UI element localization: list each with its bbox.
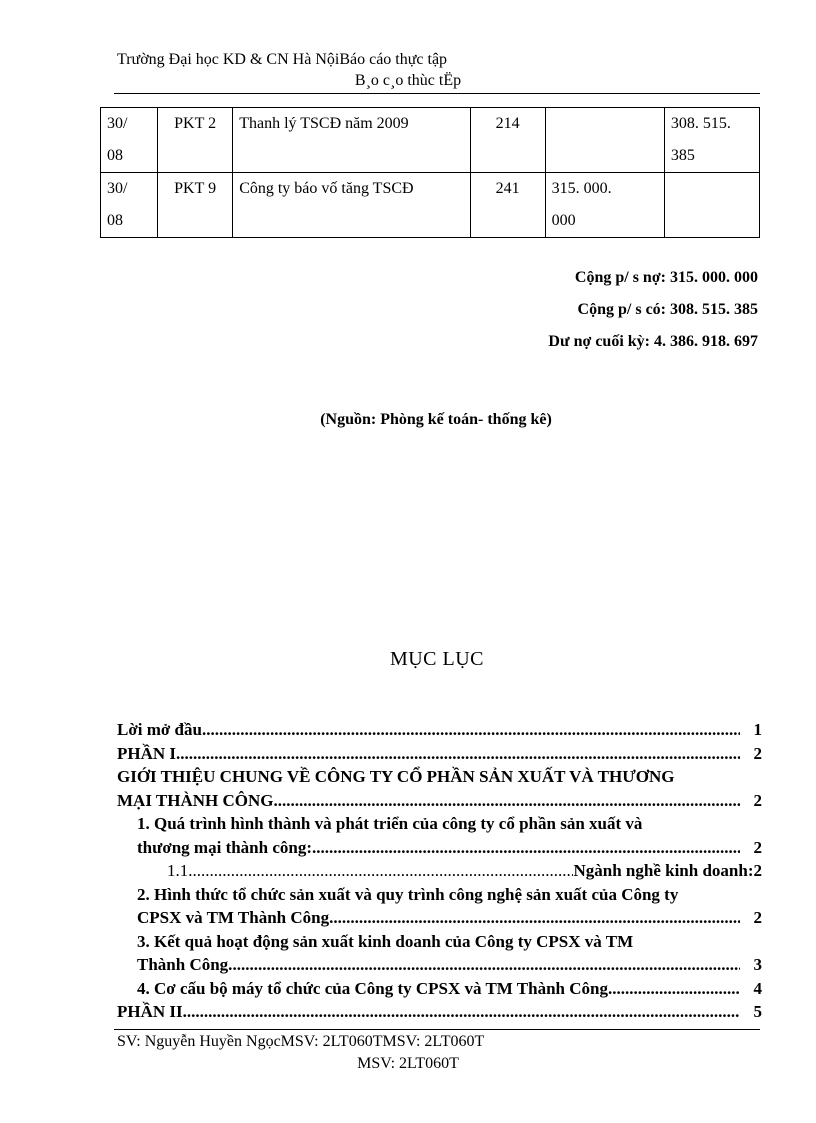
table-of-contents [117, 718, 762, 1024]
credit-total: Cộng p/ s có: 308. 515. 385 [577, 301, 758, 318]
account-cell: 214 [470, 108, 545, 173]
account-cell: 241 [470, 173, 545, 238]
toc-entry[interactable]: Lời mở đầu ..... 1 [117, 718, 762, 742]
toc-entry[interactable]: 4. Cơ cấu bộ máy tổ chức của Công ty CPSX và TM Thành Công ..... 4 [117, 977, 762, 1001]
source-note: (Nguồn: Phòng kế toán- thống kê) [320, 411, 552, 428]
toc-entry-line1[interactable]: 2. Hình thức tổ chức sản xuất và quy trình công nghệ sản xuất của Công ty [137, 884, 679, 904]
footer-divider [114, 1029, 760, 1030]
table-row [101, 108, 760, 173]
toc-entry-line1[interactable]: GIỚI THIỆU CHUNG VỀ CÔNG TY CỔ PHẦN SẢN XUẤT VÀ THƯƠNG [117, 767, 675, 786]
toc-entry[interactable]: PHẦN I ..... 2 [117, 742, 762, 766]
footer-student-id: MSV: 2LT060T [357, 1055, 459, 1072]
totals-block [548, 262, 758, 358]
footer-student-info: SV: Nguyễn Huyền NgọcMSV: 2LT060TMSV: 2LT060T [117, 1033, 485, 1050]
date-cell: 30/ 08 [101, 108, 158, 173]
description-cell: Thanh lý TSCĐ năm 2009 [233, 108, 470, 173]
toc-entry[interactable]: MẠI THÀNH CÔNG ..... 2 [117, 789, 762, 813]
toc-entry[interactable]: 1.1 ..... Ngành nghề kinh doanh: 2 [117, 859, 762, 883]
code-cell: PKT 2 [158, 108, 233, 173]
toc-entry[interactable]: PHẦN II ..... 5 [117, 1000, 762, 1024]
toc-entry-line1[interactable]: 3. Kết quả hoạt động sản xuất kinh doanh của Công ty CPSX và TM [137, 931, 634, 951]
debit-total: Cộng p/ s nợ: 315. 000. 000 [574, 269, 758, 286]
date-cell: 30/ 08 [101, 173, 158, 238]
toc-entry[interactable]: thương mại thành công: ..... 2 [117, 836, 762, 860]
ending-balance: Dư nợ cuối kỳ: 4. 386. 918. 697 [548, 333, 758, 350]
toc-entry[interactable]: Thành Công. ..... 3 [117, 953, 762, 977]
header-school-report: Trường Đại học KD & CN Hà NộiBáo cáo thực tập [117, 51, 448, 68]
credit-cell: 308. 515. 385 [664, 108, 759, 173]
toc-entry[interactable]: CPSX và TM Thành Công. ..... 2 [117, 906, 762, 930]
header-report-title: B¸o c¸o thùc tËp [354, 72, 462, 89]
header-divider [114, 93, 760, 94]
toc-entry-line1[interactable]: 1. Quá trình hình thành và phát triển của công ty cổ phần sản xuất và [137, 814, 643, 833]
credit-cell [664, 173, 759, 238]
table-row [101, 173, 760, 238]
debit-cell: 315. 000. 000 [545, 173, 664, 238]
code-cell: PKT 9 [158, 173, 233, 238]
debit-cell [545, 108, 664, 173]
ledger-table [100, 107, 760, 238]
toc-title: MỤC LỤC [389, 648, 485, 670]
description-cell: Công ty báo vố tăng TSCĐ [233, 173, 470, 238]
